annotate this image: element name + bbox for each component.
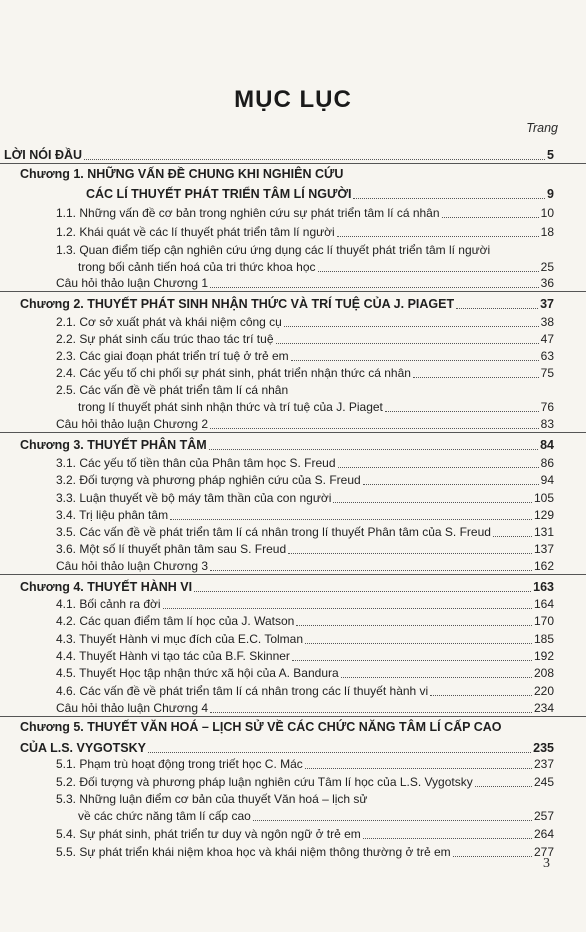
toc-entry-title: 5.2. Đối tượng và phương pháp luận nghiên cứu Tâm lí học của L.S. Vygotsky — [56, 775, 473, 789]
toc-page-number: 86 — [540, 456, 554, 470]
toc-entry-title: 3.3. Luận thuyết về bộ máy tâm thần của con người — [56, 491, 332, 505]
page-column-label: Trang — [526, 121, 558, 135]
toc-entry-title: 4.4. Thuyết Hành vi tạo tác của B.F. Skinner — [56, 649, 290, 663]
toc-entry-row[interactable] — [56, 844, 554, 860]
toc-entry-row[interactable] — [4, 147, 554, 163]
toc-entry-title-continued: về các chức năng tâm lí cấp cao — [78, 809, 251, 823]
toc-entry-title: 3.4. Trị liệu phân tâm — [56, 508, 169, 522]
toc-entry-title: Chương 5. THUYẾT VĂN HOÁ – LỊCH SỬ VỀ CÁC CHỨC NĂNG TÂM LÍ CẤP CAO — [20, 720, 502, 734]
toc-page-number: 37 — [540, 297, 554, 311]
toc-page-number: 245 — [533, 775, 554, 789]
toc-entry-title: 4.6. Các vấn đề về phát triển tâm lí cá nhân trong các lí thuyết hành vi — [56, 684, 429, 698]
toc-page-number: 84 — [540, 438, 554, 452]
toc-entry-row[interactable] — [78, 808, 554, 824]
dot-leader — [363, 483, 539, 485]
toc-page-number: 208 — [533, 666, 554, 680]
toc-chapter-row[interactable] — [20, 579, 554, 595]
dot-leader — [209, 448, 538, 450]
toc-entry-title: Chương 1. NHỮNG VẤN ĐỀ CHUNG KHI NGHIÊN CỨU — [20, 167, 344, 181]
dot-leader — [442, 216, 539, 218]
toc-page-number: 129 — [533, 508, 554, 522]
dot-leader — [296, 624, 532, 626]
toc-chapter-row[interactable] — [20, 437, 554, 453]
toc-entry-row[interactable] — [56, 756, 554, 772]
dot-leader — [353, 197, 545, 199]
dot-leader — [253, 819, 532, 821]
toc-entry-row[interactable] — [56, 348, 554, 364]
toc-entry-row[interactable] — [56, 648, 554, 664]
toc-entry-title: 3.1. Các yếu tố tiền thân của Phân tâm học S. Freud — [56, 456, 336, 470]
dot-leader — [194, 590, 531, 592]
toc-entry-row[interactable] — [56, 472, 554, 488]
toc-entry-row[interactable] — [56, 665, 554, 681]
section-divider — [0, 432, 586, 433]
toc-entry-title-continued: CÁC LÍ THUYẾT PHÁT TRIỂN TÂM LÍ NGƯỜI — [86, 187, 352, 201]
toc-entry-row[interactable] — [56, 613, 554, 629]
toc-entry-title: Câu hỏi thảo luận Chương 1 — [56, 276, 209, 290]
toc-page-number: 75 — [540, 366, 554, 380]
dot-leader — [210, 427, 539, 429]
toc-entry-row[interactable] — [56, 314, 554, 330]
toc-page-number: 105 — [533, 491, 554, 505]
toc-entry-title: 1.1. Những vấn đề cơ bản trong nghiên cứu sự phát triển tâm lí cá nhân — [56, 206, 440, 220]
toc-entry-row[interactable] — [56, 331, 554, 347]
dot-leader — [291, 359, 539, 361]
page-number: 3 — [543, 856, 550, 871]
dot-leader — [292, 659, 532, 661]
toc-chapter-row[interactable] — [20, 740, 554, 756]
toc-entry-title: 2.4. Các yếu tố chi phối sự phát sinh, phát triển nhận thức cá nhân — [56, 366, 411, 380]
dot-leader — [430, 694, 532, 696]
toc-page-number: 185 — [533, 632, 554, 646]
dot-leader — [170, 518, 532, 520]
toc-page-number: 36 — [540, 276, 554, 290]
toc-page-number: 47 — [540, 332, 554, 346]
toc-entry-row[interactable] — [56, 631, 554, 647]
toc-page-number: 38 — [540, 315, 554, 329]
dot-leader — [163, 607, 532, 609]
section-divider — [0, 574, 586, 575]
toc-entry-row[interactable] — [56, 700, 554, 716]
toc-page-number: 170 — [533, 614, 554, 628]
dot-leader — [338, 466, 539, 468]
dot-leader — [413, 376, 539, 378]
toc-entry-row[interactable] — [56, 490, 554, 506]
toc-entry-title: Chương 3. THUYẾT PHÂN TÂM — [20, 438, 207, 452]
dot-leader — [276, 342, 539, 344]
toc-entry-title: 3.2. Đối tượng và phương pháp nghiên cứu của S. Freud — [56, 473, 361, 487]
dot-leader — [493, 535, 532, 537]
toc-page-number: 83 — [540, 417, 554, 431]
toc-page-number: 264 — [533, 827, 554, 841]
toc-page-number: 76 — [540, 400, 554, 414]
section-divider — [0, 163, 586, 164]
dot-leader — [333, 501, 532, 503]
toc-chapter-row[interactable] — [86, 186, 554, 202]
toc-page-number: 164 — [533, 597, 554, 611]
dot-leader — [210, 286, 539, 288]
dot-leader — [210, 569, 532, 571]
toc-entry-row[interactable] — [56, 224, 554, 240]
toc-entry-title: 1.2. Khái quát về các lí thuyết phát triển tâm lí người — [56, 225, 335, 239]
toc-page-number: 162 — [533, 559, 554, 573]
toc-entry-title: LỜI NÓI ĐẦU — [4, 148, 83, 162]
dot-leader — [475, 785, 532, 787]
toc-entry-title: 1.3. Quan điểm tiếp cận nghiên cứu ứng dụng các lí thuyết phát triển tâm lí người — [56, 243, 491, 257]
toc-entry-row[interactable] — [56, 683, 554, 699]
toc-entry-title: Câu hỏi thảo luận Chương 4 — [56, 701, 209, 715]
toc-page-number: 5 — [547, 148, 554, 162]
dot-leader — [363, 837, 532, 839]
toc-entry-title: 3.5. Các vấn đề về phát triển tâm lí cá nhân trong lí thuyết Phân tâm của S. Freud — [56, 525, 491, 539]
toc-entry-title-continued: trong bối cảnh tiến hoá của tri thức khoa học — [78, 260, 316, 274]
toc-page-number: 94 — [540, 473, 554, 487]
toc-page-number: 237 — [533, 757, 554, 771]
toc-entry-title: 4.2. Các quan điểm tâm lí học của J. Watson — [56, 614, 295, 628]
toc-entry-title: 3.6. Một số lí thuyết phân tâm sau S. Freud — [56, 542, 287, 556]
toc-entry-title: 2.5. Các vấn đề về phát triển tâm lí cá nhân — [56, 383, 289, 397]
toc-entry-title: 4.1. Bối cảnh ra đời — [56, 597, 161, 611]
toc-page-number: 131 — [533, 525, 554, 539]
dot-leader — [337, 235, 539, 237]
page-title: MỤC LỤC — [234, 86, 352, 113]
dot-leader — [305, 767, 532, 769]
toc-entry-title: 2.2. Sự phát sinh cấu trúc thao tác trí tuệ — [56, 332, 274, 346]
toc-entry-title-continued: CỦA L.S. VYGOTSKY — [20, 741, 146, 755]
toc-entry-row[interactable] — [56, 596, 554, 612]
toc-entry-row[interactable] — [56, 558, 554, 574]
dot-leader — [453, 855, 532, 857]
dot-leader — [84, 158, 545, 160]
dot-leader — [305, 642, 532, 644]
toc-entry-row[interactable] — [56, 774, 554, 790]
toc-entry-title: Câu hỏi thảo luận Chương 2 — [56, 417, 209, 431]
section-divider — [0, 716, 586, 717]
toc-page-number: 277 — [533, 845, 554, 859]
dot-leader — [284, 325, 539, 327]
dot-leader — [341, 676, 532, 678]
dot-leader — [456, 307, 538, 309]
toc-page-number: 137 — [533, 542, 554, 556]
toc-entry-title: 5.5. Sự phát triển khái niệm khoa học và khái niệm thông thường ở trẻ em — [56, 845, 451, 859]
toc-entry-row[interactable] — [56, 507, 554, 523]
toc-entry-row[interactable] — [56, 524, 554, 540]
toc-entry-title: 2.1. Cơ sở xuất phát và khái niệm công cụ — [56, 315, 282, 329]
toc-page-number: 257 — [533, 809, 554, 823]
toc-entry-row[interactable] — [56, 365, 554, 381]
toc-page-number: 25 — [540, 260, 554, 274]
section-divider — [0, 291, 586, 292]
toc-page-number: 234 — [533, 701, 554, 715]
toc-entry-title: 5.4. Sự phát sinh, phát triển tư duy và ngôn ngữ ở trẻ em — [56, 827, 361, 841]
toc-page-number: 18 — [540, 225, 554, 239]
toc-page-number: 10 — [540, 206, 554, 220]
dot-leader — [318, 270, 539, 272]
toc-entry-row[interactable] — [78, 399, 554, 415]
toc-entry-row[interactable] — [56, 416, 554, 432]
toc-entry-row[interactable] — [56, 826, 554, 842]
dot-leader — [385, 410, 539, 412]
toc-entry-title: 4.5. Thuyết Học tập nhận thức xã hội của A. Bandura — [56, 666, 339, 680]
toc-chapter-row[interactable] — [20, 296, 554, 312]
toc-page-number: 235 — [533, 741, 554, 755]
toc-entry-title-continued: trong lí thuyết phát sinh nhận thức và trí tuệ của J. Piaget — [78, 400, 383, 414]
toc-page-number: 63 — [540, 349, 554, 363]
toc-entry-title: Chương 2. THUYẾT PHÁT SINH NHẬN THỨC VÀ TRÍ TUỆ CỦA J. PIAGET — [20, 297, 455, 311]
toc-entry-title: Câu hỏi thảo luận Chương 3 — [56, 559, 209, 573]
toc-entry-title: 2.3. Các giai đoạn phát triển trí tuệ ở trẻ em — [56, 349, 289, 363]
toc-entry-row[interactable] — [78, 259, 554, 275]
toc-entry-title: 5.3. Những luận điểm cơ bản của thuyết Văn hoá – lịch sử — [56, 792, 368, 806]
toc-entry-title: 4.3. Thuyết Hành vi mục đích của E.C. Tolman — [56, 632, 304, 646]
dot-leader — [288, 552, 532, 554]
toc-entry-title: 5.1. Phạm trù hoạt động trong triết học C. Mác — [56, 757, 303, 771]
toc-entry-row[interactable] — [56, 205, 554, 221]
toc-entry-row[interactable] — [56, 455, 554, 471]
toc-entry-row[interactable] — [56, 541, 554, 557]
toc-page-number: 163 — [533, 580, 554, 594]
toc-page-number: 9 — [547, 187, 554, 201]
toc-entry-title: Chương 4. THUYẾT HÀNH VI — [20, 580, 193, 594]
toc-entry-row[interactable] — [56, 275, 554, 291]
toc-page-number: 192 — [533, 649, 554, 663]
dot-leader — [210, 711, 532, 713]
toc-page-number: 220 — [533, 684, 554, 698]
dot-leader — [148, 751, 531, 753]
